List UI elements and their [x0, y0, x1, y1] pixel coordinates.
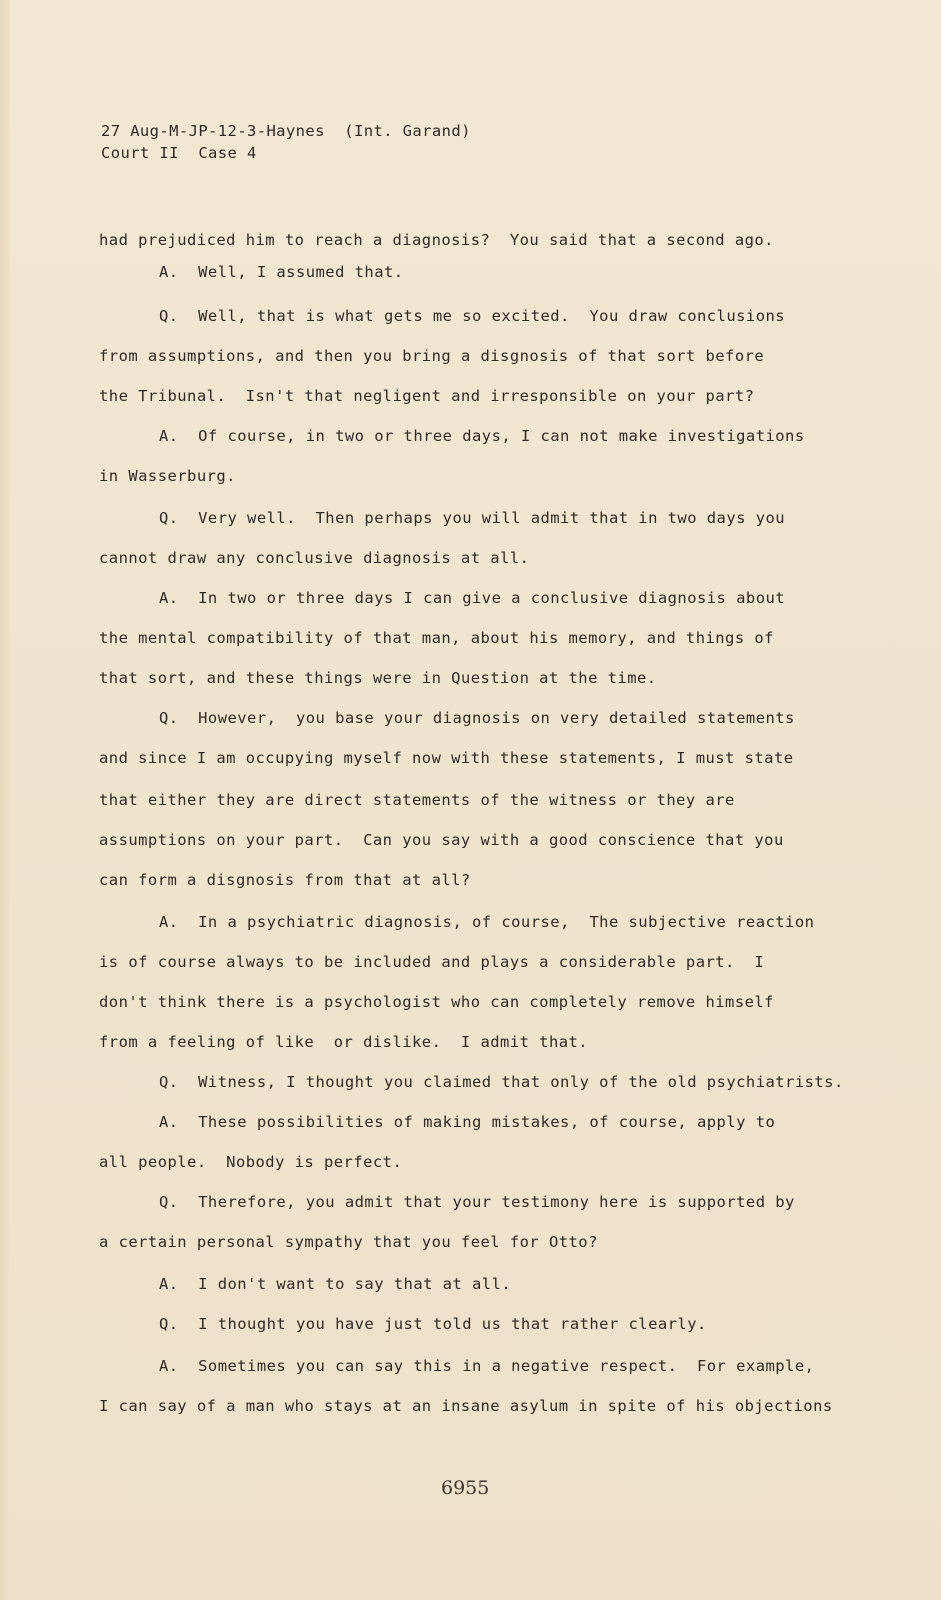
transcript-line: Q. Therefore, you admit that your testimony here is supported by — [159, 1193, 795, 1211]
transcript-line: assumptions on your part. Can you say with a good conscience that you — [99, 831, 784, 849]
transcript-line: A. In a psychiatric diagnosis, of course, The subjective reaction — [159, 913, 815, 931]
transcript-line: from assumptions, and then you bring a disgnosis of that sort before — [99, 347, 765, 365]
paper-torn-edge — [0, 0, 10, 1600]
transcript-line: I can say of a man who stays at an insane asylum in spite of his objections — [99, 1397, 833, 1415]
transcript-line: A. These possibilities of making mistakes, of course, apply to — [159, 1113, 776, 1131]
transcript-line: had prejudiced him to reach a diagnosis? You said that a second ago. — [99, 231, 774, 249]
transcript-line: Q. Witness, I thought you claimed that only of the old psychiatrists. — [159, 1073, 844, 1091]
transcript-line: A. I don't want to say that at all. — [159, 1275, 512, 1293]
transcript-line: and since I am occupying myself now with these statements, I must state — [99, 749, 794, 767]
transcript-line: don't think there is a psychologist who can completely remove himself — [99, 993, 774, 1011]
transcript-line: A. Of course, in two or three days, I can not make investigations — [159, 427, 805, 445]
transcript-line: A. Sometimes you can say this in a negative respect. For example, — [159, 1357, 815, 1375]
transcript-line: the Tribunal. Isn't that negligent and irresponsible on your part? — [99, 387, 755, 405]
transcript-line: that sort, and these things were in Question at the time. — [99, 669, 657, 687]
transcript-line: Q. Well, that is what gets me so excited. You draw conclusions — [159, 307, 786, 325]
transcript-line: cannot draw any conclusive diagnosis at all. — [99, 549, 530, 567]
transcript-line: A. Well, I assumed that. — [159, 263, 404, 281]
header-court-line: Court II Case 4 — [101, 144, 257, 162]
transcript-line: Q. I thought you have just told us that rather clearly. — [159, 1315, 707, 1333]
transcript-line: Q. Very well. Then perhaps you will admit that in two days you — [159, 509, 786, 527]
page-number: 6955 — [441, 1477, 490, 1499]
transcript-line: that either they are direct statements of the witness or they are — [99, 791, 735, 809]
transcript-line: a certain personal sympathy that you feel for Otto? — [99, 1233, 598, 1251]
transcript-line: in Wasserburg. — [99, 467, 236, 485]
header-reference-line: 27 Aug-M-JP-12-3-Haynes (Int. Garand) — [101, 122, 471, 140]
transcript-line: is of course always to be included and plays a considerable part. I — [99, 953, 765, 971]
transcript-line: Q. However, you base your diagnosis on very detailed statements — [159, 709, 795, 727]
transcript-line: the mental compatibility of that man, about his memory, and things of — [99, 629, 774, 647]
transcript-line: can form a disgnosis from that at all? — [99, 871, 471, 889]
transcript-line: all people. Nobody is perfect. — [99, 1153, 403, 1171]
document-header — [101, 120, 471, 164]
transcript-line: from a feeling of like or dislike. I admit that. — [99, 1033, 589, 1051]
transcript-line: A. In two or three days I can give a conclusive diagnosis about — [159, 589, 786, 607]
